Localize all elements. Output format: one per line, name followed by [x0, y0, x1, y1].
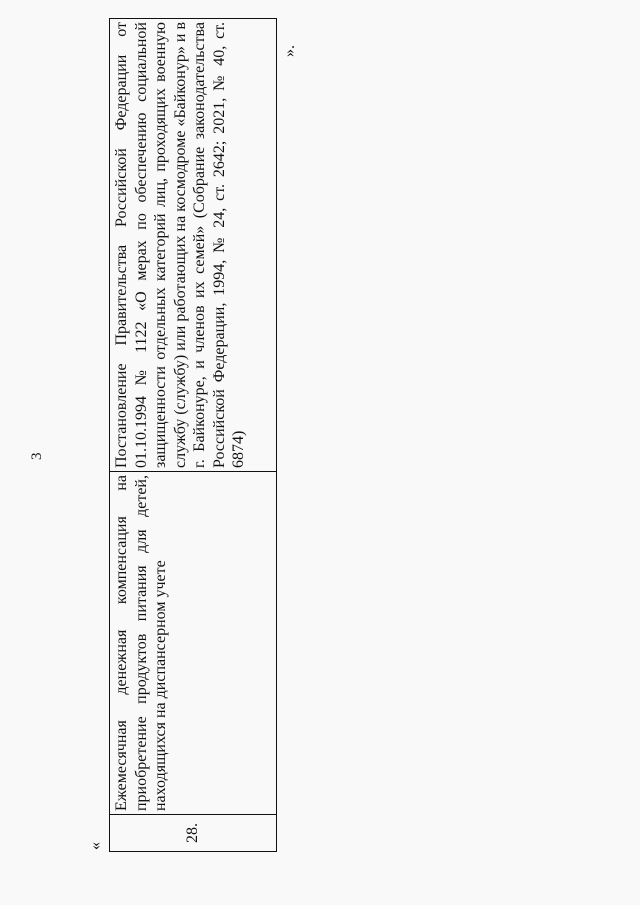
legal-basis-cell: Постановление Правительства Российской Федерации от 01.10.1994 № 1122 «О мерах по обеспечению социальной защищенности отдельных категорий лиц, проходящих военную службу (службу) или работающих на космодроме «Байконур» и в г. Байконуре, и членов их семей» (Собрание законодательства Российской Федерации, 1994, № 24, ст. 2642; 2021, № 40, ст. 6874) [110, 19, 277, 472]
rotated-page-content [29, 22, 298, 852]
opening-quote: « [87, 842, 104, 850]
table-row [110, 19, 277, 852]
row-number: 28. [110, 815, 277, 852]
closing-quote: ». [281, 45, 298, 57]
regulation-table [109, 18, 277, 852]
measure-name-cell: Ежемесячная денежная компенсация на приобретение продуктов питания для детей, находящихся на диспансерном учете [110, 472, 277, 815]
page-number: 3 [29, 452, 45, 460]
